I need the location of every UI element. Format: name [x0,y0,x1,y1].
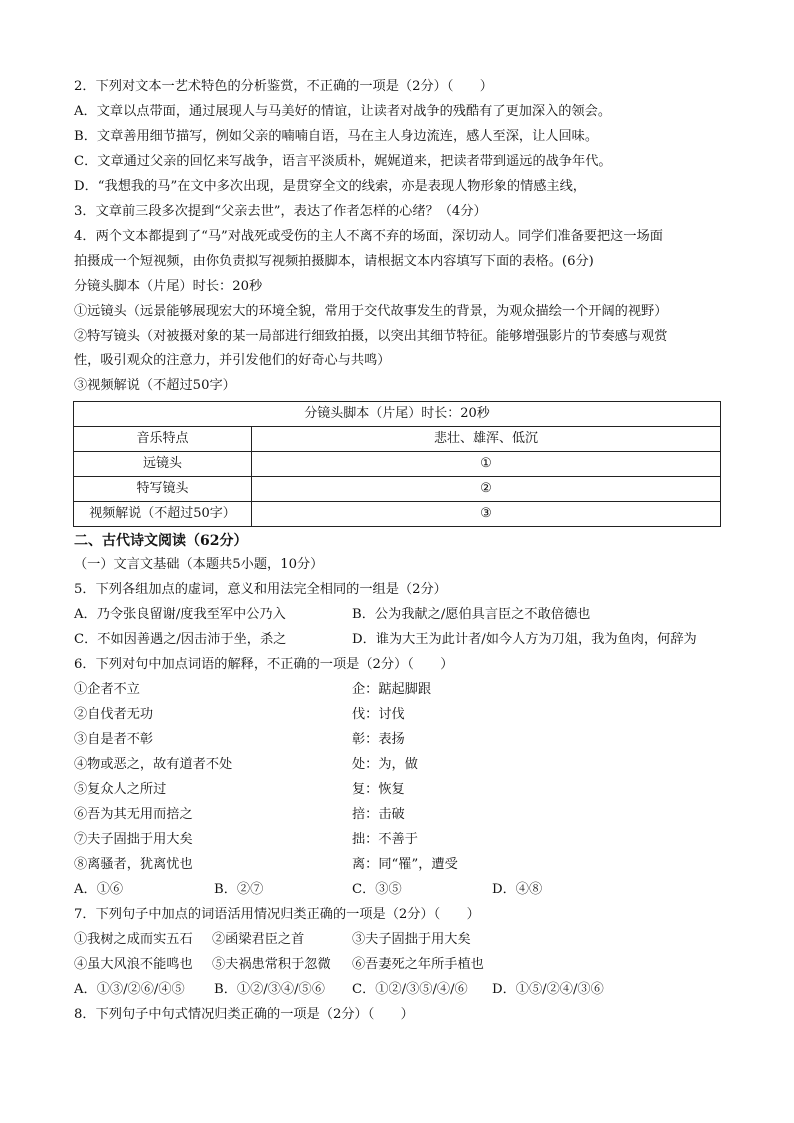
q6-sentence: ①企者不立 [74,682,140,697]
row-value: ② [252,477,721,502]
q7-sentence: ③夫子固拙于用大矣 [352,932,471,947]
q7-answer-d: D．①⑤/②④/③⑥ [492,982,604,997]
q6-gloss: 伐：讨伐 [352,707,405,722]
q6-gloss: 企：踮起脚跟 [352,682,432,697]
q6-sentence: ②自伐者无功 [74,707,154,722]
table-row [74,452,721,477]
q6-answer-d: D．④⑧ [492,882,543,897]
q3-stem: 3．文章前三段多次提到“父亲去世”，表达了作者怎样的心绪？（4分） [74,204,487,219]
q5-option-b: B．公为我献之/愿伯具言臣之不敢倍德也 [352,607,591,622]
q7-sentence: ⑥吾妻死之年所手植也 [352,957,484,972]
table-row [74,427,721,452]
q6-answer-c: C．③⑤ [352,882,402,897]
q6-sentence: ⑤复众人之所过 [74,782,167,797]
q7-stem: 7．下列句子中加点的词语活用情况归类正确的一项是（2分）（ ） [74,907,480,922]
q6-sentence: ⑦夫子固拙于用大矣 [74,832,193,847]
q6-gloss: 处：为，做 [352,757,418,772]
table-header: 分镜头脚本（片尾）时长：20秒 [74,402,721,427]
table-row [74,502,721,527]
q8-stem: 8．下列句子中句式情况归类正确的一项是（2分）（ ） [74,1007,414,1022]
q4-note-3: ③视频解说（不超过50字） [74,378,236,393]
q7-answer-a: A．①③/②⑥/④⑤ [74,982,185,997]
q2-option-a: A．文章以点带面，通过展现人与马美好的情谊，让读者对战争的残酷有了更加深入的领会。 [74,104,612,119]
q5-option-c: C．不如因善遇之/因击沛于坐，杀之 [74,632,287,647]
row-label: 特写镜头 [74,477,252,502]
q6-gloss: 复：恢复 [352,782,405,797]
q4-note-2-line1: ②特写镜头（对被摄对象的某一局部进行细致拍摄，以突出其细节特征。能够增强影片的节奏感与观赏 [74,329,668,344]
q7-sentence: ⑤夫祸患常积于忽微 [212,957,331,972]
q7-sentence: ①我树之成而实五石 [74,932,193,947]
q6-answer-a: A．①⑥ [74,882,124,897]
q5-option-a: A．乃令张良留谢/度我至军中公乃入 [74,607,286,622]
row-value: 悲壮、雄浑、低沉 [252,427,721,452]
row-label: 音乐特点 [74,427,252,452]
q7-sentence: ②函梁君臣之首 [212,932,305,947]
q2-option-c: C．文章通过父亲的回忆来写战争，语言平淡质朴，娓娓道来，把读者带到遥远的战争年代。 [74,154,612,169]
q6-sentence: ⑧离骚者，犹离忧也 [74,857,193,872]
q6-answer-b: B．②⑦ [214,882,264,897]
q2-option-d: D．“我想我的马”在文中多次出现，是贯穿全文的线索，亦是表现人物形象的情感主线， [74,179,586,194]
table-header-row [74,402,721,427]
q6-sentence: ④物或恶之，故有道者不处 [74,757,233,772]
q5-stem: 5．下列各组加点的虚词，意义和用法完全相同的一组是（2分） [74,582,447,597]
q6-sentence: ③自是者不彰 [74,732,154,747]
row-value: ① [252,452,721,477]
q6-gloss: 离：同“罹”，遭受 [352,857,458,872]
row-label: 视频解说（不超过50字） [74,502,252,527]
q6-stem: 6．下列对句中加点词语的解释，不正确的一项是（2分）（ ） [74,657,454,672]
q6-gloss: 彰：表扬 [352,732,405,747]
q6-gloss: 掊：击破 [352,807,405,822]
storyboard-table [73,401,721,527]
q4-script-title: 分镜头脚本（片尾）时长：20秒 [74,279,263,294]
q4-stem-line2: 拍摄成一个短视频，由你负责拟写视频拍摄脚本，请根据文本内容填写下面的表格。(6分) [74,254,594,269]
row-label: 远镜头 [74,452,252,477]
q6-gloss: 拙：不善于 [352,832,418,847]
q7-answer-b: B．①②/③④/⑤⑥ [214,982,325,997]
section-2-title: 二、古代诗文阅读（62分） [74,533,248,549]
q4-note-2-line2: 性，吸引观众的注意力，并引发他们的好奇心与共鸣） [74,353,391,368]
q2-stem: 2．下列对文本一艺术特色的分析鉴赏，不正确的一项是（2分）（ ） [74,79,493,94]
q5-option-d: D．谁为大王为此计者/如今人方为刀俎，我为鱼肉，何辞为 [352,632,697,647]
q4-note-1: ①远镜头（远景能够展现宏大的环境全貌，常用于交代故事发生的背景，为观众描绘一个开阔的视野） [74,304,668,319]
q7-answer-c: C．①②/③⑤/④/⑥ [352,982,468,997]
q6-sentence: ⑥吾为其无用而掊之 [74,807,193,822]
q2-option-b: B．文章善用细节描写，例如父亲的喃喃自语，马在主人身边流连，感人至深，让人回味。 [74,129,598,144]
row-value: ③ [252,502,721,527]
q4-stem-line1: 4．两个文本都提到了“马”对战死或受伤的主人不离不弃的场面，深切动人。同学们准备要把这一场面 [74,229,663,244]
table-row [74,477,721,502]
q7-sentence: ④虽大风浪不能鸣也 [74,957,193,972]
section-2-subtitle: （一）文言文基础（本题共5小题，10分） [74,557,324,572]
